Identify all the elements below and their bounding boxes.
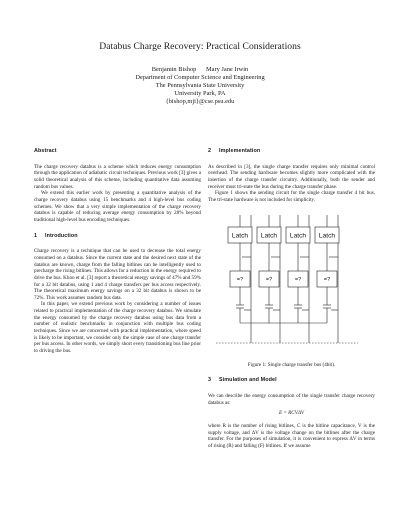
author-name: Mary Jane Irwin [205, 66, 249, 73]
section-heading-introduction [34, 233, 201, 240]
affiliation-line: The Pennsylvania State University [155, 81, 245, 89]
abstract-paragraph: We extend this earlier work by presenting a quantitative analysis of the charge recovery databus using 15 benchmarks and 4 high-level bus coding schemes. We show that a very simple implementation of the charge recovery databus is capable of reducing average energy consumption by 28% beyond traditional high-level bus encoding techniques. [34, 190, 201, 223]
body-paragraph: where R is the number of rising bitlines, C is the bitline capacitance, V is the supply voltage, and ΔV is the voltage change on the bitlines after the charge transfer. For the purposes of simulation, it is convenient to express ΔV in terms of rising (R) and falling (F) bitlines. If we assume [208, 422, 375, 449]
latch-label: Latch [289, 232, 307, 240]
section-heading-implementation [208, 148, 375, 155]
body-paragraph: As described in [3], the single charge transfer requires only minimal control overhead. The sending hardware becomes slightly more complicated with the insertion of the charge transfer circuitry. Additionally, both the sender and receiver must tri-state the bus during the charge transfer phase. [208, 163, 375, 190]
abstract-paragraph: The charge recovery databus is a scheme which reduces energy consumption through the application of adiabatic circuit techniques. Previous work [3] gives a solid theoretical analysis of this scheme, including quantitative data assuming random bus values. [34, 163, 201, 190]
comparator-label: =? [265, 276, 273, 283]
latch-label: Latch [260, 232, 278, 240]
section-title: Introduction [45, 232, 78, 239]
section-title: Simulation and Model [219, 377, 277, 384]
section-number: 2 [208, 148, 212, 154]
comparator-label: =? [236, 276, 244, 283]
energy-equation: E = RCVΔV [278, 410, 305, 417]
body-paragraph: Charge recovery is a technique that can be used to decrease the total energy consumed on a databus. Since the current state and the desired next state of the databus are known, charge from the falling bitlines can be intelligently used to precharge the rising bitlines. This allows for a reduction in the energy required to drive the bus. Khoo et al. [3] report a theoretical energy savings of 47% and 59% for a 32 bit databus, using 1 and 4 charge transfers per bus access respectively. The theoretical maximum energy savings on a 32 bit databus is shown to be 72%. This work assumes random bus data. [34, 248, 201, 301]
section-number: 1 [34, 232, 38, 239]
latch-label: Latch [231, 232, 249, 240]
figure-1 [208, 213, 375, 359]
affiliation-line: Department of Computer Science and Engineering [135, 73, 265, 81]
abstract-heading: Abstract [34, 148, 57, 154]
left-column [34, 148, 201, 355]
author-name: Benjamin Bishop [151, 66, 197, 73]
affiliation-line: University Park, PA [174, 89, 226, 97]
comparator-label: =? [294, 276, 302, 283]
body-paragraph: We can describe the energy consumption of the single transfer charge recovery databus as: [208, 392, 375, 406]
author-block [0, 66, 400, 106]
right-column [208, 148, 375, 450]
paper-title: Databus Charge Recovery: Practical Considerations [99, 41, 301, 52]
body-paragraph: In this paper, we extend previous work by considering a number of issues related to practical implementation of the charge recovery databus. We simulate the energy consumed by the charge recovery databus using bus data from a number of realistic benchmarks in conjunction with multiple bus coding techniques. Since we are concerned with practical implementation, where speed is likely to be important, we consider only the simple case of one charge transfer per bus access. In other words, we simply short every transitioning bus line prior to driving the bus. [34, 301, 201, 355]
figure-caption: Figure 1: Single charge transfer bus (4bit). [247, 361, 336, 368]
body-paragraph: Figure 1 shows the sending circuit for the single charge transfer 4 bit bus. The tri-state hardware is not included for simplicity. [208, 190, 375, 203]
section-title: Implementation [219, 148, 261, 154]
section-heading-simulation [208, 377, 375, 384]
section-number: 3 [208, 377, 212, 384]
author-email: {bishop,mji}@cse.psu.edu [165, 97, 235, 105]
charge-transfer-circuit-diagram [208, 213, 375, 359]
comparator-label: =? [323, 276, 331, 283]
latch-label: Latch [318, 232, 336, 240]
author-names [0, 66, 400, 74]
